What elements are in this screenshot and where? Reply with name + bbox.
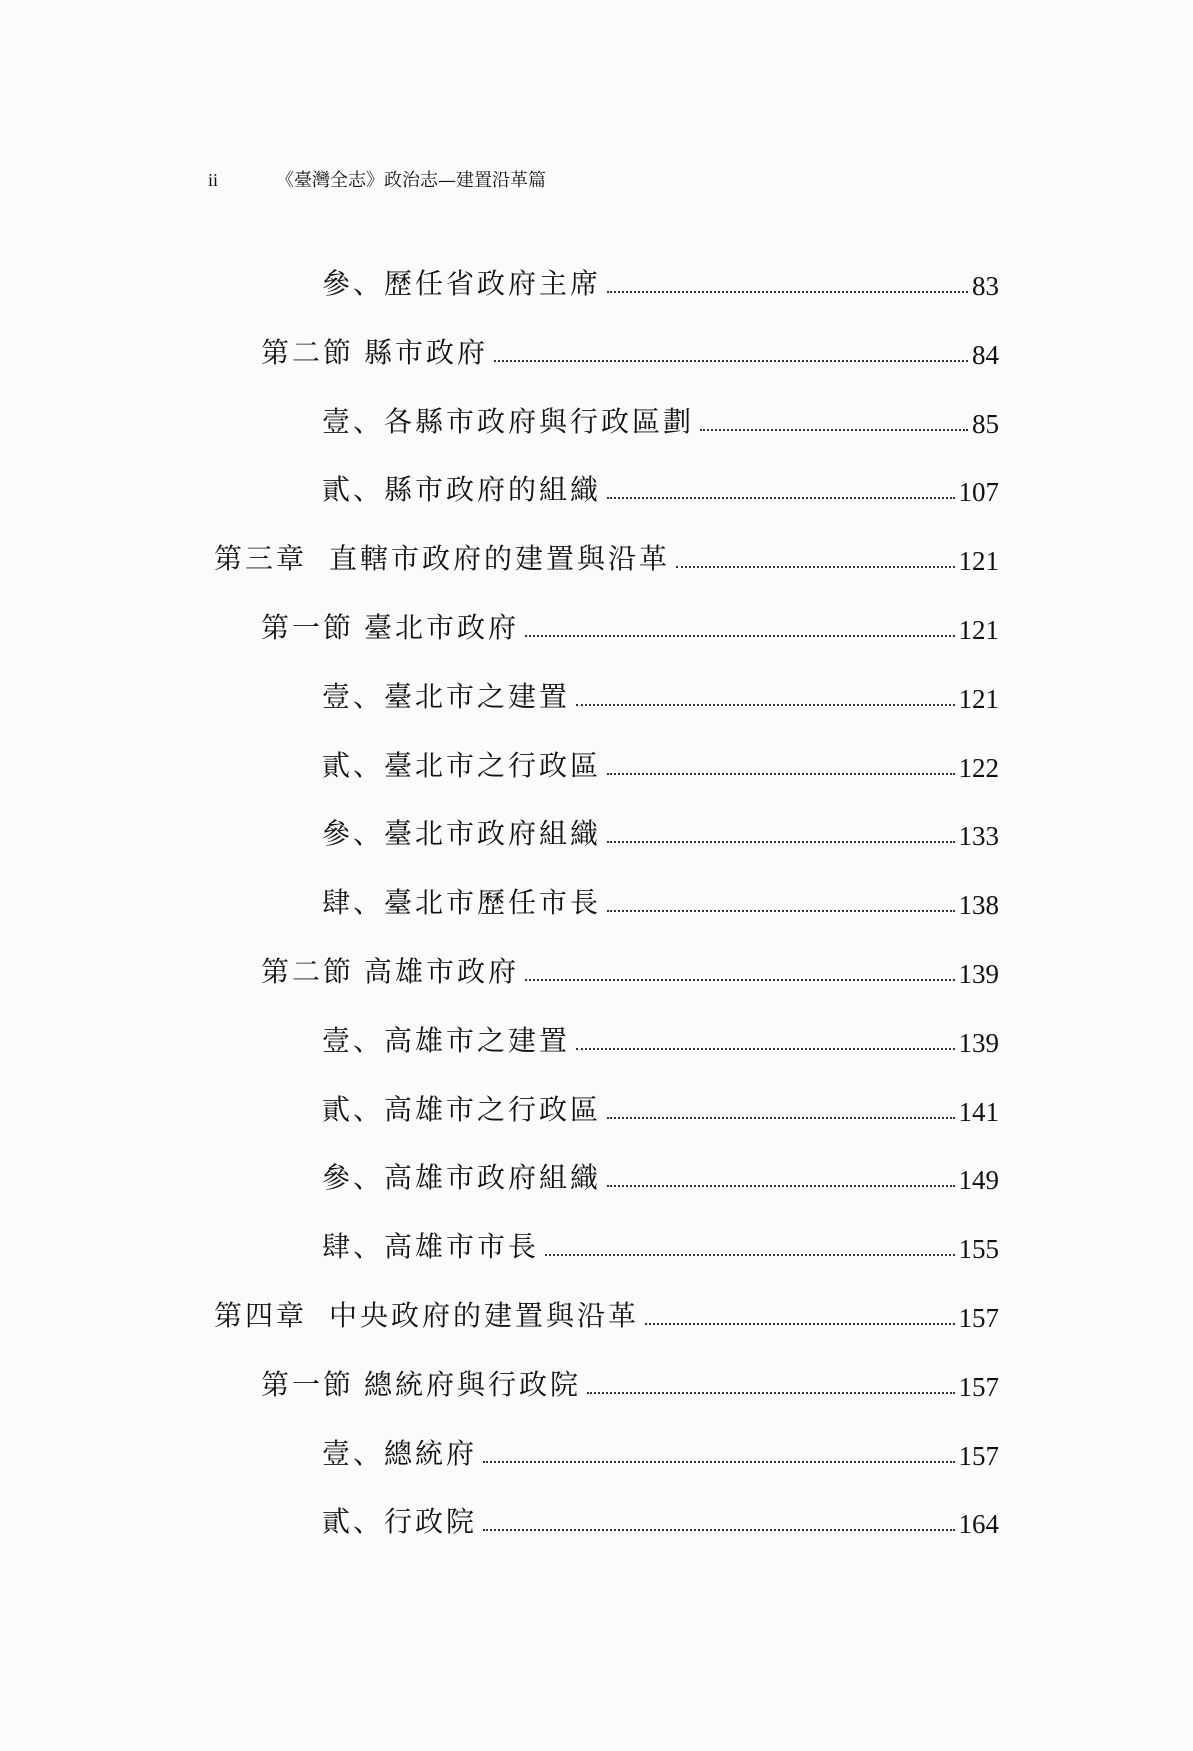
toc-label: [322, 262, 601, 302]
toc-section[interactable]: [261, 606, 999, 646]
dot-leader: [607, 841, 954, 843]
toc-item[interactable]: [322, 812, 999, 852]
toc-label: [322, 881, 601, 921]
toc-label: [322, 1019, 570, 1059]
toc-item[interactable]: [322, 1225, 999, 1265]
toc-page-number: 164: [958, 1509, 999, 1540]
dot-leader: [576, 704, 954, 706]
toc-item[interactable]: [322, 675, 999, 715]
toc-title: 壹、各縣市政府與行政區劃: [322, 404, 695, 438]
toc-item[interactable]: [322, 744, 999, 784]
toc-prefix: 第三章: [214, 542, 308, 576]
dot-leader: [576, 1048, 954, 1050]
toc-label: [261, 606, 519, 646]
toc-section[interactable]: [261, 331, 999, 371]
dot-leader: [525, 635, 954, 637]
toc-page-number: 138: [958, 890, 999, 921]
toc-page-number: 122: [958, 752, 999, 783]
toc-title: 貳、行政院: [322, 1505, 478, 1539]
book-title: 《臺灣全志》政治志—建置沿革篇: [276, 170, 546, 191]
toc-page-number: 149: [958, 1165, 999, 1196]
toc-label: [322, 1225, 539, 1265]
toc-title: 貳、臺北市之行政區: [322, 748, 602, 782]
dot-leader: [607, 1185, 954, 1187]
toc-title: 肆、高雄市市長: [322, 1230, 540, 1264]
toc-page-number: 121: [958, 546, 999, 577]
toc-prefix: 第一節: [261, 1367, 355, 1401]
dot-leader: [676, 566, 954, 568]
toc-prefix: 第二節: [261, 335, 355, 369]
toc-title: 中央政府的建置與沿革: [329, 1299, 640, 1332]
dot-leader: [525, 979, 954, 981]
toc-page-number: 157: [958, 1303, 999, 1333]
dot-leader: [545, 1254, 954, 1256]
toc-prefix: 第一節: [261, 611, 355, 644]
toc-item[interactable]: [322, 468, 999, 508]
page-number: ii: [208, 170, 219, 190]
toc-label: [322, 1500, 477, 1540]
toc-label: [261, 331, 488, 371]
toc-page-number: 139: [958, 959, 999, 989]
dot-leader: [607, 497, 954, 499]
toc-item[interactable]: [322, 1500, 999, 1540]
toc-title: 壹、臺北市之建置: [322, 679, 571, 713]
toc-label: [214, 1294, 639, 1334]
toc-title: 壹、高雄市之建置: [322, 1023, 571, 1057]
toc-prefix: 第二節: [261, 955, 355, 988]
toc-label: [322, 1156, 601, 1196]
toc-title: 參、歷任省政府主席: [322, 267, 602, 300]
toc-item[interactable]: [322, 1156, 999, 1196]
toc-page-number: 157: [958, 1371, 999, 1402]
toc-title: 貳、縣市政府的組織: [322, 473, 602, 507]
toc-title: 縣市政府: [364, 335, 489, 369]
toc-item[interactable]: [322, 1088, 999, 1128]
toc-label: [261, 950, 519, 990]
toc-label: [322, 468, 601, 508]
toc-page-number: 133: [958, 821, 999, 852]
toc-item[interactable]: [322, 1432, 999, 1472]
toc-title: 貳、高雄市之行政區: [322, 1092, 602, 1126]
toc-page-number: 121: [958, 683, 999, 714]
toc-page-number: 107: [958, 477, 999, 508]
toc-label: [322, 1432, 477, 1472]
toc-label: [214, 537, 670, 577]
dot-leader: [483, 1529, 954, 1531]
toc-item[interactable]: [322, 881, 999, 921]
toc-title: 參、高雄市政府組織: [322, 1161, 602, 1195]
dot-leader: [494, 360, 968, 362]
dot-leader: [607, 1117, 954, 1119]
toc-page-number: 121: [958, 615, 999, 645]
toc-title: 臺北市政府: [364, 611, 520, 644]
toc-title: 參、臺北市政府組織: [322, 817, 602, 851]
toc-label: [322, 812, 601, 852]
toc-page-number: 83: [972, 271, 999, 301]
toc-page-number: 157: [958, 1440, 999, 1471]
dot-leader: [700, 429, 968, 431]
dot-leader: [483, 1461, 954, 1463]
toc-section[interactable]: [261, 1363, 999, 1403]
toc-page-number: 84: [972, 339, 999, 370]
toc-item[interactable]: [322, 1019, 999, 1059]
toc-page-number: 141: [958, 1096, 999, 1127]
toc-label: [322, 675, 570, 715]
dot-leader: [587, 1392, 954, 1394]
dot-leader: [607, 773, 954, 775]
toc-title: 高雄市政府: [364, 955, 520, 988]
toc-chapter[interactable]: [214, 1294, 999, 1334]
toc-prefix: 第四章: [214, 1299, 308, 1332]
toc-section[interactable]: [261, 950, 999, 990]
toc-label: [322, 1088, 601, 1128]
toc-title: 總統府與行政院: [364, 1367, 582, 1401]
running-header: [208, 166, 546, 192]
toc-item[interactable]: [322, 262, 999, 302]
toc-item[interactable]: [322, 400, 999, 440]
toc-page-number: 139: [958, 1027, 999, 1058]
dot-leader: [607, 291, 968, 293]
toc-label: [261, 1363, 581, 1403]
toc-page-number: 85: [972, 408, 999, 439]
dot-leader: [607, 910, 954, 912]
dot-leader: [645, 1323, 954, 1325]
toc-title: 肆、臺北市歷任市長: [322, 886, 602, 920]
toc-title: 直轄市政府的建置與沿革: [329, 542, 671, 576]
toc-page-number: 155: [958, 1234, 999, 1265]
toc-title: 壹、總統府: [322, 1436, 478, 1470]
toc-chapter[interactable]: [214, 537, 999, 577]
toc-label: [322, 400, 694, 440]
toc-label: [322, 744, 601, 784]
